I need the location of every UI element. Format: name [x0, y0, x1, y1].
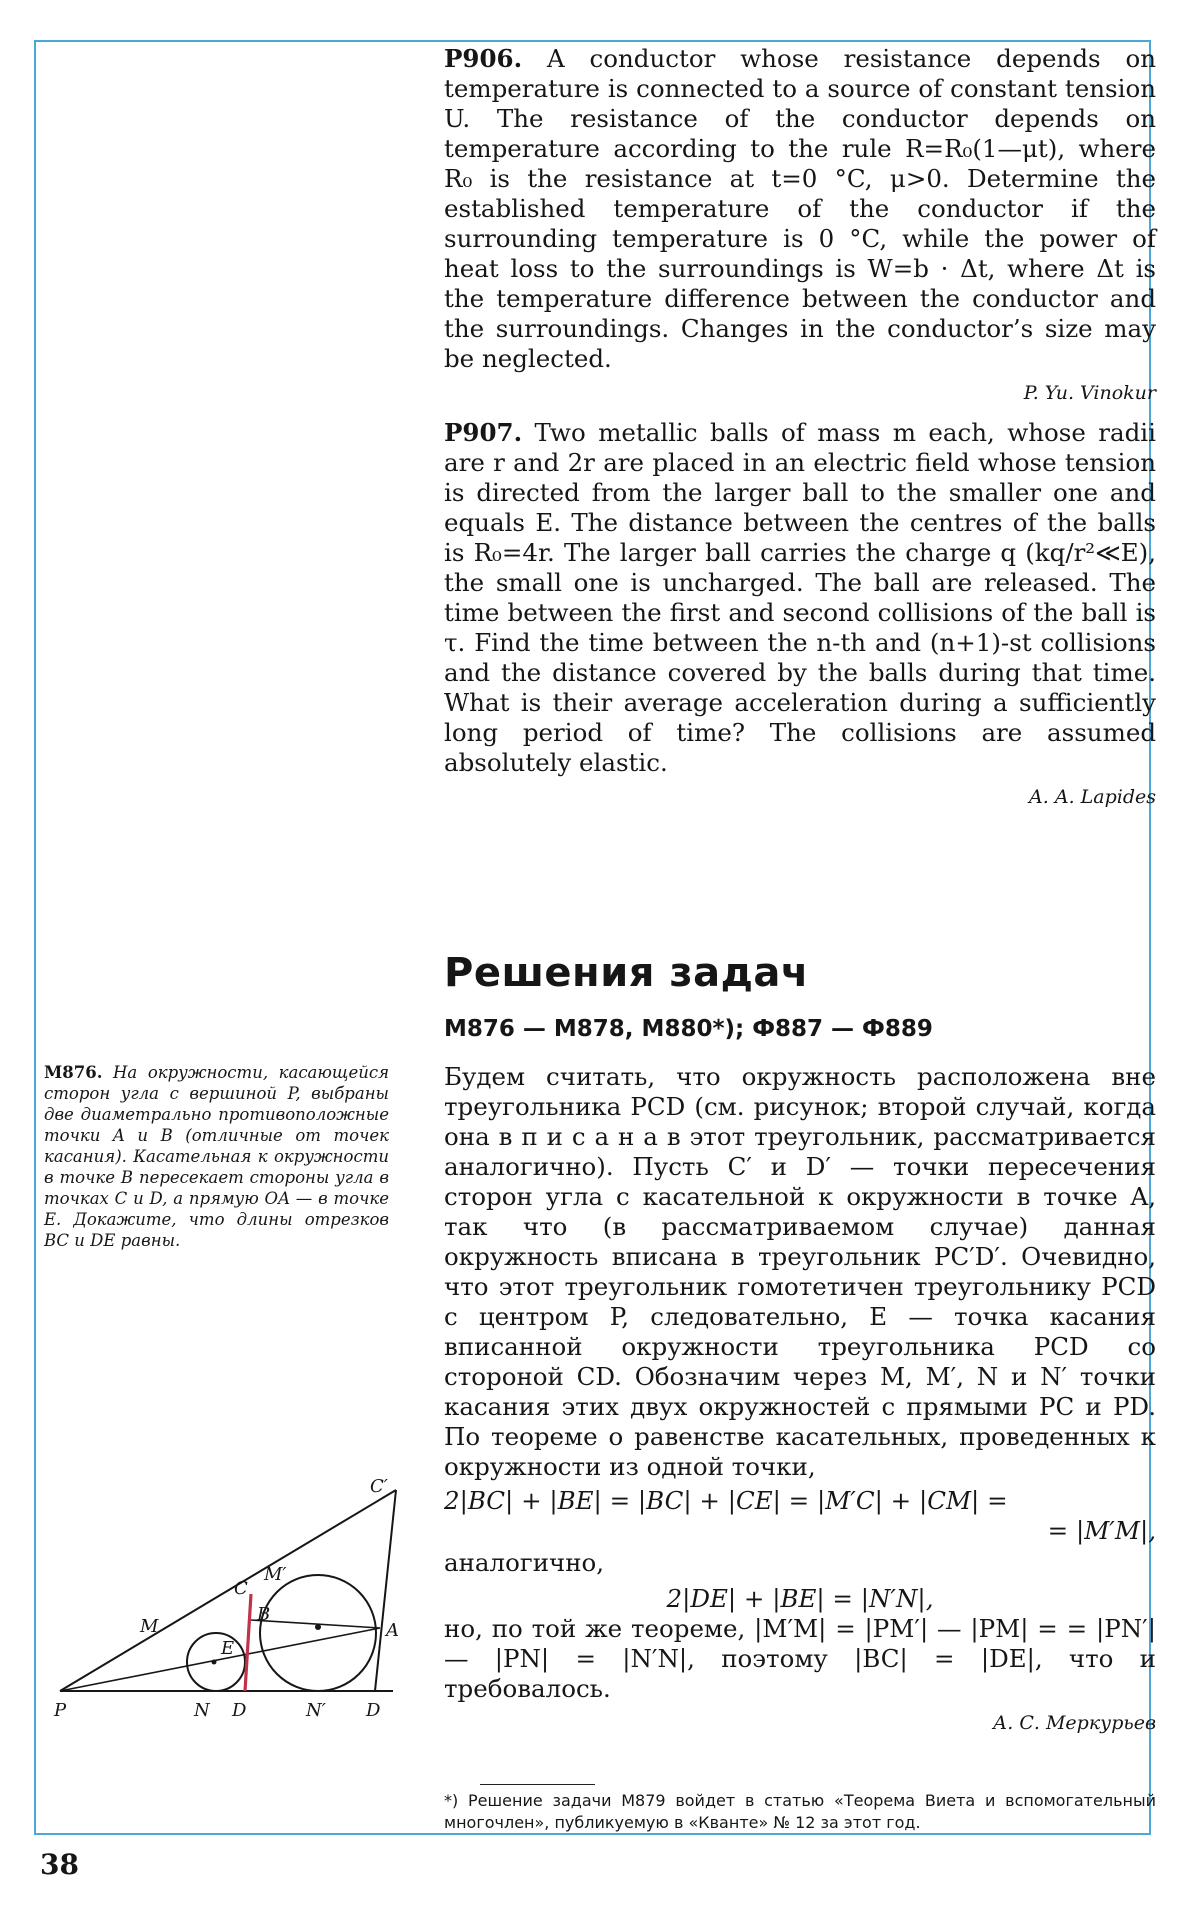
formula-line: = |M′M|, — [1047, 1516, 1156, 1545]
label-n: N — [194, 1700, 210, 1721]
problem-number: P906. — [444, 44, 523, 73]
small-center-point — [212, 1660, 217, 1665]
formula-line: 2|DE| + |BE| = |N′N|, — [666, 1584, 934, 1613]
label-m-prime: M′ — [264, 1564, 287, 1585]
solution-body — [444, 1062, 1156, 1736]
solution-paragraph: но, по той же теореме, |M′M| = |PM′| — |PM| = = |PN′| — |PN| = |N′N|, поэтому |BC| = |DE|, что и требовалось. — [444, 1614, 1156, 1703]
label-c-prime: C′ — [370, 1476, 388, 1497]
problem-text: A conductor whose resistance depends on temperature is connected to a source of constant tension U. The resistance of the conductor depends on temperature according to the rule R=R₀(1—μt), where R₀ is the resistance at t=0 °C, μ>0. Determine the established temperature of the conductor if the surrounding temperature is 0 °C, while the power of heat loss to the surroundings is W=b · Δt, where Δt is the temperature difference between the conductor and the surroundings. Changes in the conductor’s size may be neglected. — [444, 44, 1156, 373]
problem-author: P. Yu. Vinokur — [1023, 382, 1156, 404]
problem-number: P907. — [444, 418, 523, 447]
label-d: D — [232, 1700, 247, 1721]
figure-svg — [48, 1470, 408, 1730]
label-p: P — [54, 1700, 67, 1721]
problem-p907 — [444, 418, 1156, 810]
label-b: B — [257, 1604, 271, 1625]
page-number: 38 — [40, 1848, 79, 1881]
footnote: *) Решение задачи M879 войдет в статью «Теорема Виета и вспомогательный многочлен», публикуемую в «Кванте» № 12 за этот год. — [444, 1791, 1156, 1832]
tangent-a-line — [375, 1490, 396, 1691]
label-n-prime: N′ — [306, 1700, 326, 1721]
problem-statement: На окружности, касающейся сторон угла с вершиной P, выбраны две диаметрально противоположные точки A и B (отличные от точек касания). Касательная к окружности в точке B пересекает стороны угла в точках C и D, а прямую OA — в точке E. Докажите, что длины отрезков BC и DE равны. — [44, 1063, 389, 1250]
section-subtitle: M876 — M878, M880*); Ф887 — Ф889 — [444, 1016, 933, 1042]
geometry-figure — [48, 1470, 408, 1730]
upper-side-line — [60, 1490, 396, 1691]
solution-paragraph: Будем считать, что окружность расположена вне треугольника PCD (см. рисунок; второй случай, когда она в п и с а н а в этот треугольник, рассматривается аналогично). Пусть C′ и D′ — точки пересечения сторон угла с касательной к окружности в точке A, так что (в рассматриваемом случае) данная окружность вписана в треугольник PC′D′. Очевидно, что этот треугольник гомотетичен треугольнику PCD с центром P, следовательно, E — точка касания вписанной окружности треугольника PCD со стороной CD. Обозначим через M, M′, N и N′ точки касания этих двух окружностей с прямыми PC и PD. По теореме о равенстве касательных, проведенных к окружности из одной точки, — [444, 1062, 1156, 1481]
tangent-cd-line — [245, 1594, 251, 1691]
solution-author: А. С. Меркурьев — [992, 1712, 1156, 1734]
formula-line: 2|BC| + |BE| = |BC| + |CE| = |M′C| + |CM| = — [444, 1486, 1008, 1515]
problem-author: A. A. Lapides — [1029, 786, 1156, 808]
problem-label: M876. — [44, 1063, 103, 1082]
label-m: M — [140, 1616, 159, 1637]
solution-paragraph: аналогично, — [444, 1548, 605, 1577]
problem-p906 — [444, 44, 1156, 406]
label-e: E — [221, 1638, 235, 1659]
section-title: Решения задач — [444, 950, 809, 996]
footnote-rule — [480, 1784, 595, 1785]
sidebar-problem-m876 — [44, 1062, 389, 1251]
label-d-prime: D — [366, 1700, 381, 1721]
label-c: C — [234, 1578, 248, 1599]
center-point — [315, 1624, 321, 1630]
line-pa — [60, 1628, 380, 1691]
problem-text: Two metallic balls of mass m each, whose radii are r and 2r are placed in an electric field whose tension is directed from the larger ball to the smaller one and equals E. The distance between the centres of the balls is R₀=4r. The larger ball carries the charge q (kq/r²≪E), the small one is uncharged. The ball are released. The time between the first and second collisions of the ball is τ. Find the time between the n-th and (n+1)-st collisions and the distance covered by the balls during that time. What is their average acceleration during a sufficiently long period of time? The collisions are assumed absolutely elastic. — [444, 418, 1156, 777]
label-a: A — [386, 1620, 399, 1641]
